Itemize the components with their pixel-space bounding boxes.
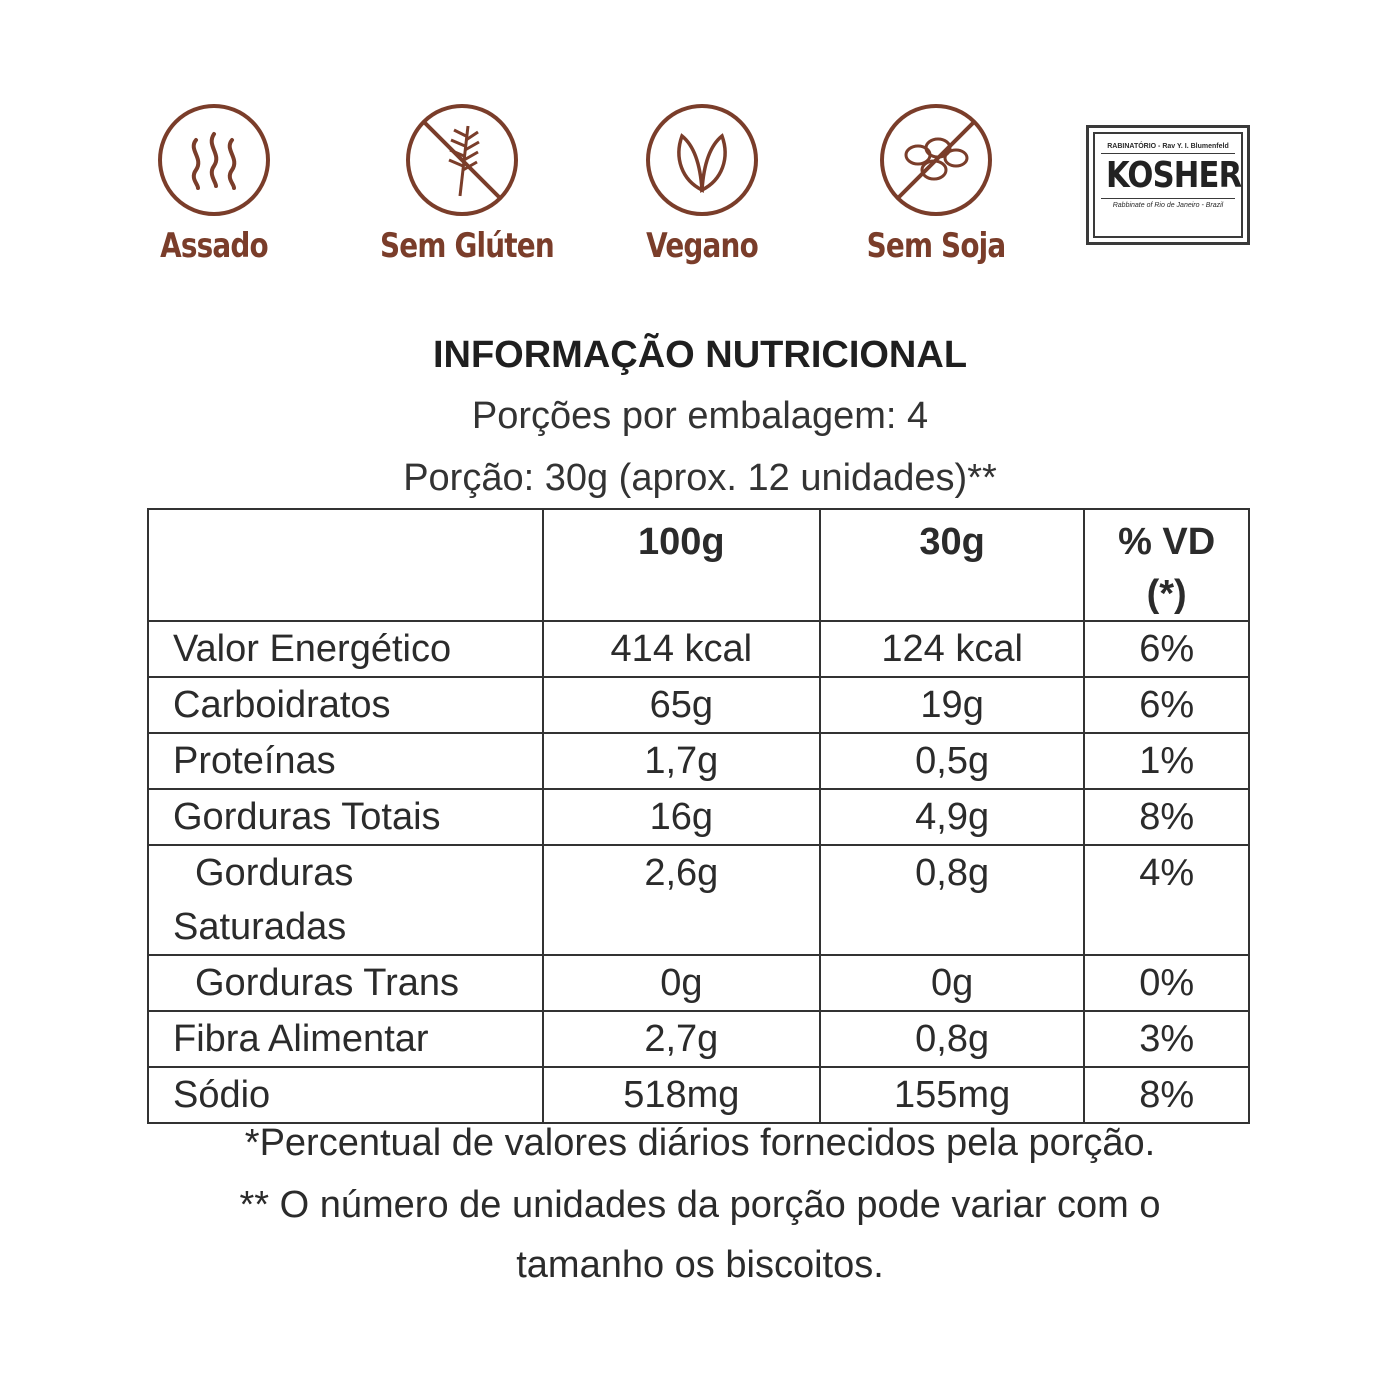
header-100g: 100g — [543, 509, 820, 621]
value-100g: 65g — [543, 677, 820, 733]
table-row — [148, 845, 1249, 955]
badge-label: Sem Glúten — [380, 226, 554, 266]
header-30g: 30g — [820, 509, 1084, 621]
footnote-units-line2: tamanho os biscoitos. — [516, 1244, 884, 1286]
header-vd: % VD (*) — [1084, 509, 1249, 621]
kosher-top-text: RABINATÓRIO - Rav Y. I. Blumenfeld — [1101, 143, 1235, 154]
nutrient-name: Gorduras Trans — [148, 955, 543, 1011]
value-100g: 0g — [543, 955, 820, 1011]
kosher-seal — [1086, 125, 1250, 245]
value-30g: 19g — [820, 677, 1084, 733]
badge-assado — [114, 100, 314, 266]
value-30g: 155mg — [820, 1067, 1084, 1123]
value-vd: 3% — [1084, 1011, 1249, 1067]
kosher-seal-frame — [1093, 132, 1243, 238]
value-100g: 1,7g — [543, 733, 820, 789]
value-100g: 518mg — [543, 1067, 820, 1123]
nutrient-name: Valor Energético — [148, 621, 543, 677]
value-30g: 0,8g — [820, 845, 1084, 955]
table-row — [148, 1011, 1249, 1067]
table-row — [148, 955, 1249, 1011]
value-vd: 8% — [1084, 789, 1249, 845]
badge-vegano — [602, 100, 802, 266]
nutrient-name: Fibra Alimentar — [148, 1011, 543, 1067]
footnote-daily-values: *Percentual de valores diários fornecidos pela porção. — [244, 1122, 1156, 1164]
value-30g: 0,8g — [820, 1011, 1084, 1067]
nutrient-name: Carboidratos — [148, 677, 543, 733]
value-vd: 6% — [1084, 677, 1249, 733]
wheat-crossed-icon — [402, 100, 522, 220]
table-row — [148, 677, 1249, 733]
table-row — [148, 733, 1249, 789]
soy-crossed-icon — [876, 100, 996, 220]
leaf-icon — [642, 100, 762, 220]
value-vd: 6% — [1084, 621, 1249, 677]
table-header-row — [148, 509, 1249, 621]
table-row — [148, 789, 1249, 845]
table-row — [148, 1067, 1249, 1123]
value-100g: 2,6g — [543, 845, 820, 955]
value-30g: 0,5g — [820, 733, 1084, 789]
steam-icon — [154, 100, 274, 220]
table-row — [148, 621, 1249, 677]
value-vd: 1% — [1084, 733, 1249, 789]
value-vd: 0% — [1084, 955, 1249, 1011]
badge-sem-soja — [836, 100, 1036, 266]
kosher-word: KOSHER — [1105, 155, 1242, 196]
value-100g: 414 kcal — [543, 621, 820, 677]
portion-size: Porção: 30g (aprox. 12 unidades)** — [403, 457, 997, 499]
nutrition-table — [147, 508, 1250, 1124]
value-30g: 0g — [820, 955, 1084, 1011]
nutrient-name: Gorduras Saturadas — [148, 845, 543, 955]
footnote-units-line1: ** O número de unidades da porção pode variar com o — [239, 1184, 1161, 1226]
badge-label: Assado — [160, 226, 268, 266]
value-100g: 16g — [543, 789, 820, 845]
nutrient-name: Proteínas — [148, 733, 543, 789]
header-empty — [148, 509, 543, 621]
value-vd: 8% — [1084, 1067, 1249, 1123]
value-100g: 2,7g — [543, 1011, 820, 1067]
page-title: INFORMAÇÃO NUTRICIONAL — [432, 334, 968, 376]
servings-per-package: Porções por embalagem: 4 — [471, 395, 929, 437]
value-30g: 124 kcal — [820, 621, 1084, 677]
kosher-bottom-text: Rabbinate of Rio de Janeiro - Brazil — [1101, 198, 1235, 209]
badge-label: Sem Soja — [866, 226, 1006, 266]
value-vd: 4% — [1084, 845, 1249, 955]
nutrient-name: Gorduras Totais — [148, 789, 543, 845]
badge-label: Vegano — [646, 226, 758, 266]
badge-sem-gluten — [362, 100, 562, 266]
nutrient-name: Sódio — [148, 1067, 543, 1123]
value-30g: 4,9g — [820, 789, 1084, 845]
